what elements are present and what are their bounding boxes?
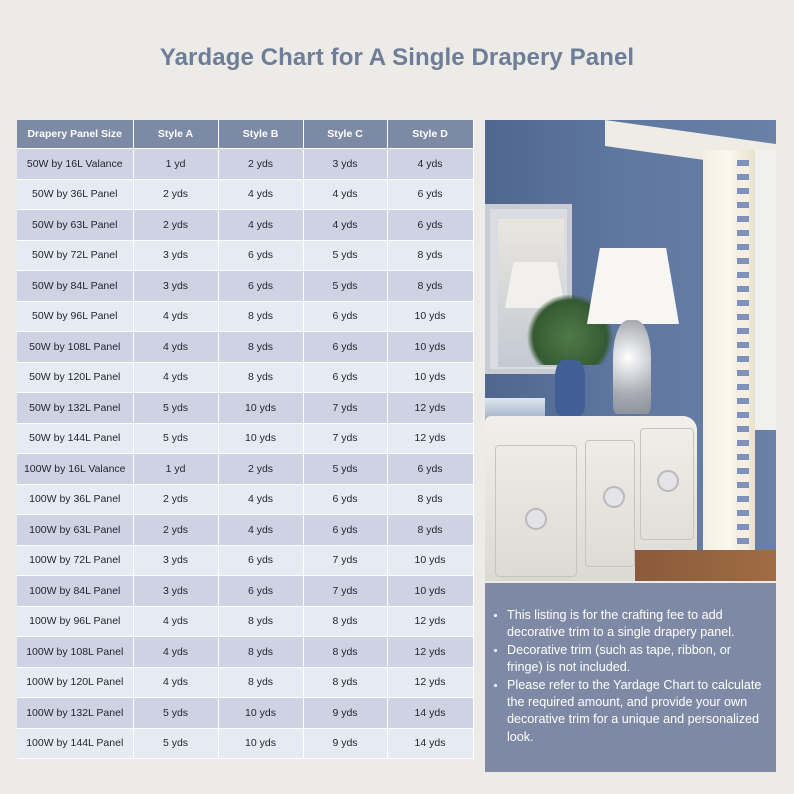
panel-size-cell: 100W by 120L Panel: [17, 667, 133, 698]
yardage-cell: 12 yds: [387, 637, 473, 668]
yardage-cell: 2 yds: [133, 484, 218, 515]
yardage-cell: 3 yds: [303, 149, 387, 180]
yardage-cell: 4 yds: [218, 515, 303, 546]
notes-list: [489, 607, 762, 746]
yardage-cell: 8 yds: [303, 667, 387, 698]
wood-floor: [635, 550, 776, 581]
yardage-cell: 6 yds: [218, 271, 303, 302]
yardage-cell: 8 yds: [218, 301, 303, 332]
yardage-table: [17, 120, 474, 759]
decorative-trim: [737, 160, 749, 580]
yardage-cell: 4 yds: [133, 637, 218, 668]
yardage-cell: 5 yds: [133, 423, 218, 454]
yardage-cell: 8 yds: [387, 240, 473, 271]
yardage-cell: 5 yds: [303, 454, 387, 485]
table-row: [17, 393, 473, 424]
table-row: [17, 210, 473, 241]
yardage-cell: 10 yds: [218, 698, 303, 729]
yardage-cell: 12 yds: [387, 667, 473, 698]
panel-size-cell: 100W by 132L Panel: [17, 698, 133, 729]
yardage-cell: 1 yd: [133, 454, 218, 485]
note-item: • This listing is for the crafting fee to add decorative trim to a single drapery panel.: [507, 607, 762, 642]
vase: [555, 360, 585, 416]
room-photo: [485, 120, 776, 581]
yardage-cell: 4 yds: [303, 210, 387, 241]
yardage-cell: 4 yds: [133, 362, 218, 393]
column-header: Style C: [303, 120, 387, 149]
yardage-cell: 6 yds: [303, 332, 387, 363]
table-row: [17, 728, 473, 759]
yardage-cell: 10 yds: [218, 423, 303, 454]
yardage-cell: 10 yds: [387, 362, 473, 393]
panel-size-cell: 100W by 63L Panel: [17, 515, 133, 546]
yardage-cell: 6 yds: [303, 515, 387, 546]
yardage-cell: 6 yds: [303, 362, 387, 393]
yardage-cell: 4 yds: [133, 606, 218, 637]
panel-size-cell: 100W by 72L Panel: [17, 545, 133, 576]
table-row: [17, 423, 473, 454]
yardage-cell: 7 yds: [303, 393, 387, 424]
panel-size-cell: 50W by 144L Panel: [17, 423, 133, 454]
yardage-cell: 10 yds: [218, 728, 303, 759]
table-row: [17, 484, 473, 515]
table-row: [17, 667, 473, 698]
yardage-cell: 4 yds: [218, 210, 303, 241]
lamp-shade: [587, 248, 679, 324]
yardage-cell: 3 yds: [133, 240, 218, 271]
table-row: [17, 576, 473, 607]
table-row: [17, 362, 473, 393]
table-row: [17, 698, 473, 729]
yardage-cell: 3 yds: [133, 545, 218, 576]
table-header-row: [17, 120, 473, 149]
table-row: [17, 271, 473, 302]
table-row: [17, 637, 473, 668]
yardage-cell: 2 yds: [218, 149, 303, 180]
column-header: Style B: [218, 120, 303, 149]
window: [753, 150, 776, 430]
panel-size-cell: 50W by 36L Panel: [17, 179, 133, 210]
yardage-cell: 12 yds: [387, 606, 473, 637]
yardage-cell: 6 yds: [303, 484, 387, 515]
yardage-cell: 8 yds: [218, 667, 303, 698]
yardage-cell: 8 yds: [218, 332, 303, 363]
cabinet-knob: [603, 486, 625, 508]
yardage-cell: 7 yds: [303, 576, 387, 607]
column-header: Drapery Panel Size: [17, 120, 133, 149]
panel-size-cell: 100W by 144L Panel: [17, 728, 133, 759]
yardage-cell: 6 yds: [218, 576, 303, 607]
yardage-cell: 8 yds: [218, 606, 303, 637]
yardage-cell: 4 yds: [133, 301, 218, 332]
yardage-cell: 3 yds: [133, 271, 218, 302]
table-row: [17, 179, 473, 210]
page-title: Yardage Chart for A Single Drapery Panel: [159, 44, 635, 71]
yardage-cell: 5 yds: [303, 240, 387, 271]
table-row: [17, 545, 473, 576]
cabinet-knob: [657, 470, 679, 492]
yardage-cell: 7 yds: [303, 423, 387, 454]
panel-size-cell: 50W by 63L Panel: [17, 210, 133, 241]
table-row: [17, 332, 473, 363]
yardage-cell: 14 yds: [387, 728, 473, 759]
table-row: [17, 301, 473, 332]
panel-size-cell: 50W by 84L Panel: [17, 271, 133, 302]
yardage-cell: 5 yds: [133, 698, 218, 729]
yardage-cell: 10 yds: [387, 576, 473, 607]
panel-size-cell: 50W by 108L Panel: [17, 332, 133, 363]
yardage-cell: 8 yds: [387, 271, 473, 302]
yardage-cell: 4 yds: [133, 667, 218, 698]
yardage-cell: 8 yds: [218, 362, 303, 393]
yardage-cell: 2 yds: [218, 454, 303, 485]
table-row: [17, 240, 473, 271]
yardage-cell: 10 yds: [218, 393, 303, 424]
yardage-cell: 9 yds: [303, 698, 387, 729]
yardage-cell: 3 yds: [133, 576, 218, 607]
panel-size-cell: 100W by 108L Panel: [17, 637, 133, 668]
yardage-cell: 8 yds: [218, 637, 303, 668]
column-header: Style A: [133, 120, 218, 149]
yardage-cell: 4 yds: [218, 484, 303, 515]
panel-size-cell: 100W by 36L Panel: [17, 484, 133, 515]
yardage-cell: 10 yds: [387, 301, 473, 332]
lamp-base: [613, 320, 651, 414]
yardage-cell: 6 yds: [387, 210, 473, 241]
yardage-cell: 9 yds: [303, 728, 387, 759]
note-item: • Decorative trim (such as tape, ribbon, or fringe) is not included.: [507, 642, 762, 677]
yardage-cell: 8 yds: [303, 606, 387, 637]
yardage-cell: 8 yds: [387, 484, 473, 515]
yardage-cell: 12 yds: [387, 423, 473, 454]
table-row: [17, 606, 473, 637]
panel-size-cell: 50W by 120L Panel: [17, 362, 133, 393]
panel-size-cell: 100W by 84L Panel: [17, 576, 133, 607]
panel-size-cell: 100W by 16L Valance: [17, 454, 133, 485]
table-row: [17, 454, 473, 485]
yardage-cell: 5 yds: [303, 271, 387, 302]
cabinet-knob: [525, 508, 547, 530]
info-box: [485, 583, 776, 772]
note-item: • Please refer to the Yardage Chart to calculate the required amount, and provide your own decorative trim for a unique and personalized look.: [507, 677, 762, 747]
yardage-cell: 1 yd: [133, 149, 218, 180]
panel-size-cell: 50W by 96L Panel: [17, 301, 133, 332]
yardage-cell: 12 yds: [387, 393, 473, 424]
table-row: [17, 515, 473, 546]
yardage-cell: 2 yds: [133, 210, 218, 241]
yardage-cell: 6 yds: [387, 179, 473, 210]
table-body: [17, 149, 473, 759]
yardage-cell: 4 yds: [218, 179, 303, 210]
yardage-cell: 2 yds: [133, 515, 218, 546]
panel-size-cell: 50W by 72L Panel: [17, 240, 133, 271]
yardage-cell: 5 yds: [133, 728, 218, 759]
yardage-cell: 4 yds: [303, 179, 387, 210]
yardage-cell: 10 yds: [387, 545, 473, 576]
panel-size-cell: 50W by 16L Valance: [17, 149, 133, 180]
yardage-cell: 6 yds: [218, 240, 303, 271]
yardage-cell: 6 yds: [303, 301, 387, 332]
panel-size-cell: 100W by 96L Panel: [17, 606, 133, 637]
yardage-cell: 4 yds: [133, 332, 218, 363]
yardage-cell: 10 yds: [387, 332, 473, 363]
yardage-cell: 6 yds: [387, 454, 473, 485]
table-row: [17, 149, 473, 180]
yardage-cell: 4 yds: [387, 149, 473, 180]
yardage-cell: 14 yds: [387, 698, 473, 729]
yardage-cell: 8 yds: [303, 637, 387, 668]
yardage-cell: 5 yds: [133, 393, 218, 424]
panel-size-cell: 50W by 132L Panel: [17, 393, 133, 424]
yardage-cell: 7 yds: [303, 545, 387, 576]
yardage-cell: 2 yds: [133, 179, 218, 210]
yardage-cell: 6 yds: [218, 545, 303, 576]
yardage-cell: 8 yds: [387, 515, 473, 546]
column-header: Style D: [387, 120, 473, 149]
